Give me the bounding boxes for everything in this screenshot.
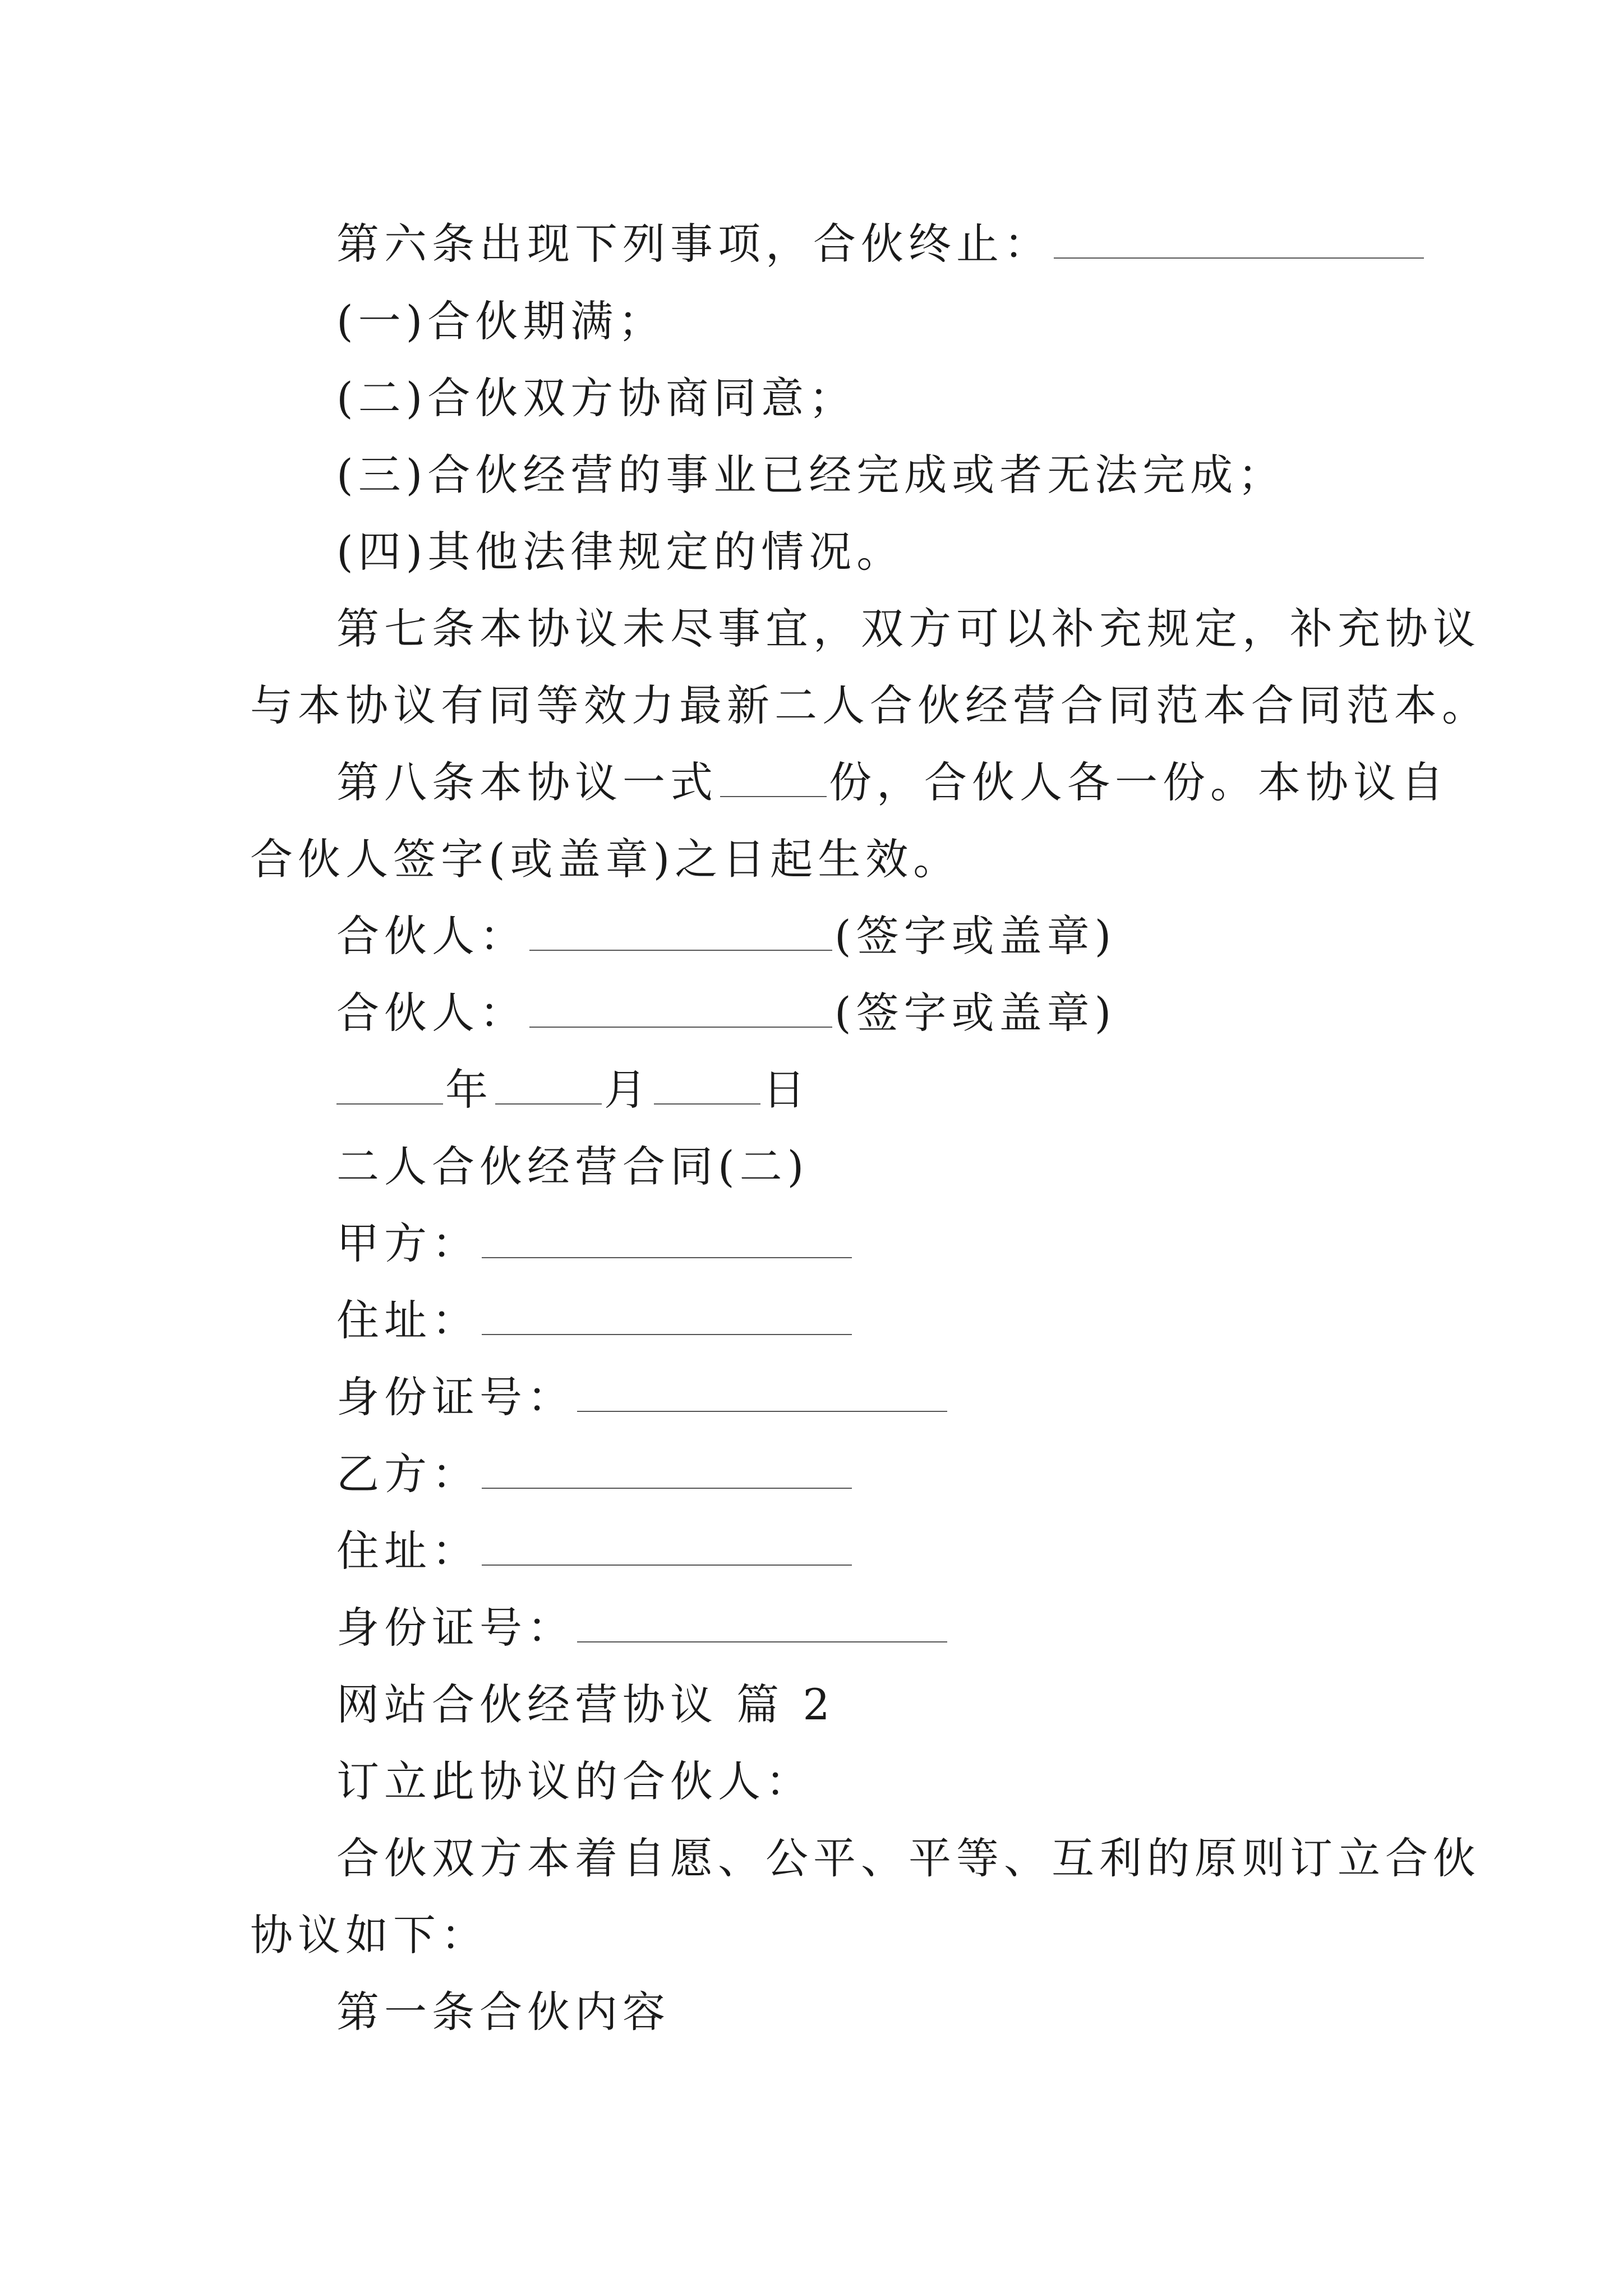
party-b-id-line: [336, 1600, 949, 1656]
month-label: 月: [604, 1065, 652, 1115]
year-blank: [336, 1069, 443, 1105]
article-7-line-1: 第七条本协议未尽事宜，双方可以补充规定，补充协议: [336, 604, 1481, 654]
partner-sign-line-2: [336, 985, 1116, 1041]
address-label-a: 住址：: [336, 1295, 479, 1345]
partner-sign-line-1: [336, 908, 1116, 964]
partner-label-1: 合伙人：: [336, 911, 527, 961]
article-6-blank: [1054, 223, 1424, 259]
month-blank: [495, 1069, 602, 1105]
article-7-line-2: 与本协议有同等效力最新二人合伙经营合同范本合同范本。: [250, 680, 1490, 730]
article-8-line-2: 合伙人签字(或盖章)之日起生效。: [250, 834, 961, 884]
partner-sign-blank-1: [529, 915, 832, 951]
id-blank-a: [577, 1376, 947, 1412]
party-b-label: 乙方：: [336, 1449, 479, 1499]
party-a-line: [336, 1216, 854, 1272]
sign-suffix-1: (签字或盖章): [834, 911, 1117, 961]
address-label-b: 住址：: [336, 1526, 479, 1576]
id-label-b: 身份证号：: [336, 1603, 575, 1653]
article-8-line-1: [336, 754, 1449, 811]
article-1-title: 第一条合伙内容: [336, 1987, 670, 2037]
principle-line-1: 合伙双方本着自愿、公平、平等、互利的原则订立合伙: [336, 1833, 1481, 1883]
partner-label-2: 合伙人：: [336, 988, 527, 1038]
section-title: 网站合伙经营协议 篇 2: [336, 1680, 835, 1729]
principle-line-2: 协议如下：: [250, 1910, 488, 1960]
id-blank-b: [577, 1607, 947, 1642]
contract-2-title: 二人合伙经营合同(二): [336, 1142, 809, 1191]
party-b-blank: [482, 1453, 852, 1489]
party-a-id-line: [336, 1369, 949, 1425]
signers-intro: 订立此协议的合伙人：: [336, 1756, 813, 1806]
sign-suffix-2: (签字或盖章): [834, 988, 1117, 1038]
item-3: (三)合伙经营的事业已经完成或者无法完成；: [336, 450, 1286, 500]
partner-sign-blank-2: [529, 992, 832, 1028]
date-line: [336, 1062, 810, 1118]
address-blank-b: [482, 1530, 852, 1566]
article-8-text-1: 第八条本协议一式: [336, 757, 718, 807]
party-a-blank: [482, 1222, 852, 1258]
party-a-label: 甲方：: [336, 1218, 479, 1268]
copies-blank: [720, 761, 827, 797]
item-1: (一)合伙期满；: [336, 296, 666, 346]
address-blank-a: [482, 1299, 852, 1335]
party-b-address-line: [336, 1523, 854, 1579]
article-6-line: [336, 216, 1426, 272]
item-2: (二)合伙双方协商同意；: [336, 373, 857, 423]
day-blank: [654, 1069, 760, 1105]
article-8-text-2: 份，合伙人各一份。本协议自: [829, 757, 1449, 807]
party-a-address-line: [336, 1292, 854, 1349]
year-label: 年: [445, 1065, 493, 1115]
id-label-a: 身份证号：: [336, 1372, 575, 1422]
day-label: 日: [763, 1065, 810, 1115]
article-6-text: 第六条出现下列事项，合伙终止：: [336, 219, 1052, 269]
party-b-line: [336, 1446, 854, 1502]
item-4: (四)其他法律规定的情况。: [336, 527, 905, 577]
